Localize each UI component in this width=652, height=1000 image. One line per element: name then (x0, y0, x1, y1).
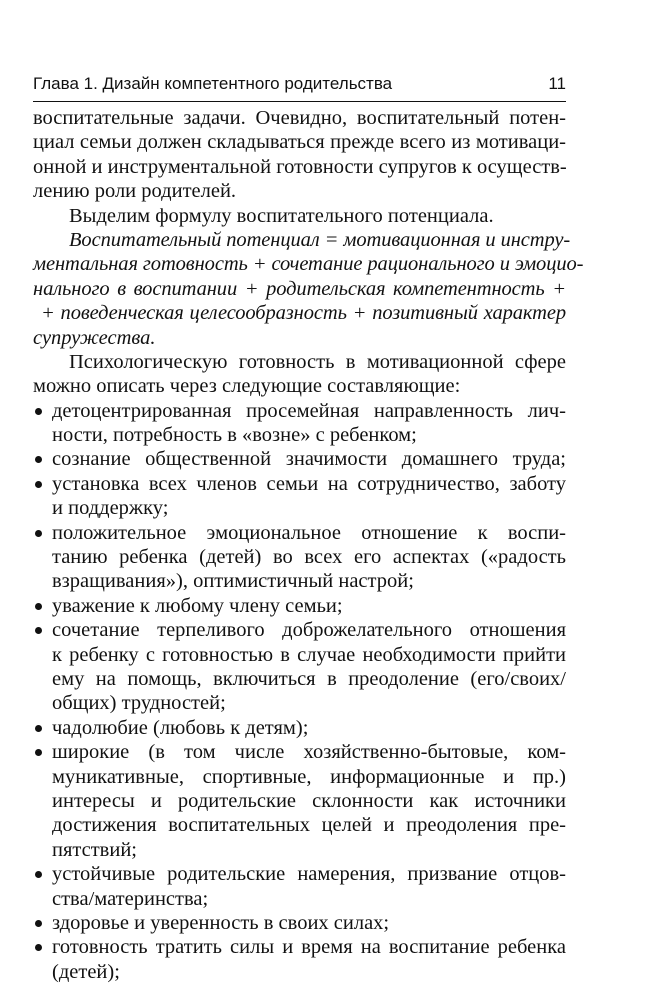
list-item-continuation: муникативные, спортивные, информационные и пр.) (52, 765, 566, 788)
page-body (33, 106, 584, 984)
text-line: можно описать через следующие составляющие: (33, 375, 461, 398)
list-item: положительное эмоциональное отношение к воспи- (33, 521, 566, 545)
text-line: Психологическую готовность в мотивационной сфере (69, 350, 566, 373)
list-item: сочетание терпеливого доброжелательного отношения (33, 618, 566, 642)
bullet-icon (35, 749, 42, 756)
list-item: сознание общественной значимости домашнего труда; (33, 447, 566, 471)
list-item-continuation: к ребенку с готовностью в случае необходимости прийти (52, 643, 566, 666)
bullet-icon (35, 603, 42, 610)
bullet-icon (35, 725, 42, 732)
list-item-continuation: достижения воспитательных целей и преодоления пре- (52, 814, 566, 837)
bullet-icon (35, 530, 42, 537)
bullet-icon (35, 920, 42, 927)
list-item: готовность тратить силы и время на воспитание ребенка (33, 935, 566, 959)
list-item-continuation: танию ребенка (детей) во всех его аспектах («радость (52, 546, 566, 569)
list-item-continuation: ему на помощь, включиться в преодоление (его/своих/ (52, 667, 566, 690)
text-line: Выделим формулу воспитательного потенциала. (69, 204, 494, 227)
list-item: чадолюбие (любовь к детям); (33, 716, 566, 740)
list-item-continuation: интересы и родительские склонности как источники (52, 789, 566, 812)
chapter-title: Глава 1. Дизайн компетентного родительства (33, 74, 393, 93)
bullet-icon (35, 944, 42, 951)
formula-line: супружества. (33, 326, 156, 349)
text-line: онной и инструментальной готовности супругов к осуществ- (33, 155, 567, 178)
list-item-continuation: (детей); (52, 960, 120, 983)
formula-line: Воспитательный потенциал = мотивационная и инстру- (69, 228, 571, 251)
list-item-continuation: ства/материнства; (52, 887, 209, 910)
bullet-icon (35, 456, 42, 463)
text-line: циал семьи должен складываться прежде всего из мотиваци- (33, 131, 566, 154)
text-line: воспитательные задачи. Очевидно, воспитательный потен- (33, 107, 566, 129)
list-item-continuation: взращивания»), оптимистичный настрой; (52, 570, 414, 593)
list-item: устойчивые родительские намерения, призвание отцов- (33, 862, 566, 886)
bullet-icon (35, 481, 42, 488)
list-item: широкие (в том числе хозяйственно-бытовые, ком- (33, 740, 566, 764)
list-item-continuation: пятствий; (52, 838, 137, 861)
list-item: детоцентрированная просемейная направленность лич- (33, 399, 566, 423)
page-number: 11 (548, 74, 566, 93)
formula-paragraph (33, 228, 584, 350)
list-item-continuation: и поддержку; (52, 497, 169, 520)
list-item: уважение к любому члену семьи; (33, 594, 566, 618)
text-line: лению роли родителей. (33, 180, 237, 203)
list-item: установка всех членов семьи на сотрудничество, заботу (33, 472, 566, 496)
list-item-continuation: ности, потребность в «возне» с ребенком; (52, 424, 417, 447)
bullet-icon (35, 627, 42, 634)
bullet-icon (35, 871, 42, 878)
formula-line: ментальная готовность + сочетание рационального и эмоцио- (33, 253, 584, 276)
formula-line: нального в воспитании + родительская компетентность + (33, 277, 566, 300)
bullet-icon (35, 408, 42, 415)
list-item-continuation: общих) трудностей; (52, 692, 226, 715)
header-rule (33, 101, 566, 102)
formula-line: + поведенческая целесообразность + позитивный характер (41, 302, 566, 325)
list-item: здоровье и уверенность в своих силах; (33, 911, 566, 935)
running-header (33, 74, 566, 98)
